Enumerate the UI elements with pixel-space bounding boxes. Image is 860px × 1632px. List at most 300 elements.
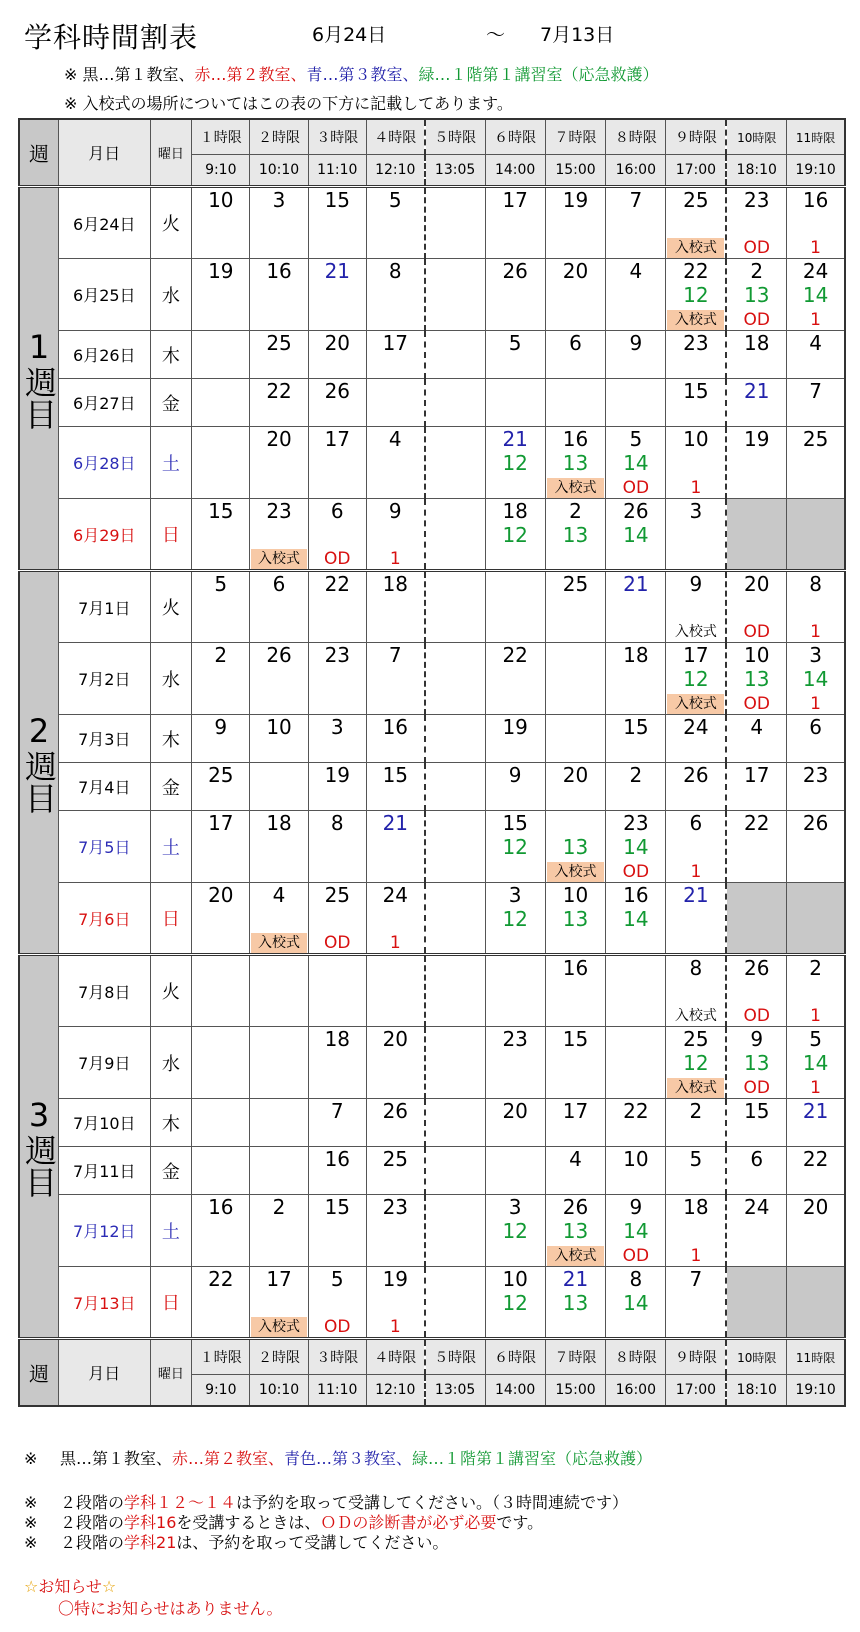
timetable-cell (485, 1267, 545, 1339)
class-number: 21 (623, 572, 649, 596)
day-date: 6月29日 (59, 499, 151, 571)
bottom-mark: OD (324, 933, 351, 953)
class-number: 9 (214, 715, 228, 739)
timetable-cell (787, 715, 845, 763)
timetable-cell (308, 1147, 366, 1195)
class-number: 25 (683, 188, 709, 212)
timetable-cell (366, 571, 424, 643)
dow-header: 曜日 (150, 119, 192, 187)
class-number: 20 (562, 763, 589, 787)
class-number: 19 (562, 188, 589, 212)
class-number: 16 (802, 188, 829, 212)
class-number: 8 (388, 259, 402, 283)
entrance-ceremony-badge: 入校式 (674, 1008, 717, 1024)
timetable-cell (726, 1195, 786, 1267)
day-of-week: 日 (150, 1267, 192, 1339)
period-time: 13:05 (425, 1375, 485, 1407)
timetable-cell (545, 427, 605, 499)
timetable-cell (250, 571, 308, 643)
period-time: 17:00 (666, 1375, 726, 1407)
day-date: 6月27日 (59, 379, 151, 427)
class-number: 6 (809, 715, 822, 739)
timetable-cell (366, 427, 424, 499)
timetable-cell (545, 643, 605, 715)
timetable-cell (308, 883, 366, 955)
period-time: 19:10 (787, 155, 845, 187)
timetable-cell (787, 955, 845, 1027)
period-time: 10:10 (250, 1375, 308, 1407)
timetable-cell (726, 883, 786, 955)
class-number: 10 (266, 715, 292, 739)
timetable-cell (485, 763, 545, 811)
class-number: 18 (744, 331, 770, 355)
class-number: 26 (744, 956, 770, 980)
class-number: 12 (502, 523, 528, 547)
footer (0, 1446, 860, 1632)
period-time: 18:10 (726, 155, 786, 187)
class-number: 25 (562, 572, 589, 596)
day-of-week: 水 (150, 259, 192, 331)
bottom-mark: 1 (810, 310, 821, 330)
class-number: 25 (382, 1147, 409, 1171)
day-date: 7月12日 (59, 1195, 151, 1267)
timetable-cell (666, 955, 726, 1027)
class-number: 20 (266, 427, 292, 451)
timetable-cell (308, 643, 366, 715)
class-number: 5 (214, 572, 228, 596)
timetable-cell (366, 187, 424, 259)
timetable-cell (192, 571, 250, 643)
class-number: 17 (744, 763, 770, 787)
day-row (19, 643, 845, 715)
timetable (18, 118, 846, 1407)
class-number: 26 (382, 1099, 409, 1123)
note-highlight: ＯＤの診断書が必ず必要 (320, 1513, 497, 1532)
timetable-cell (485, 571, 545, 643)
class-number: 14 (802, 667, 829, 691)
legend-black: ※ 黒…第１教室、 (64, 65, 195, 84)
day-row (19, 331, 845, 379)
period-time: 12:10 (366, 1375, 424, 1407)
day-of-week: 木 (150, 1099, 192, 1147)
period-time: 12:10 (366, 155, 424, 187)
class-number: 3 (272, 188, 286, 212)
note-text: ２段階の (60, 1513, 125, 1532)
timetable-cell (366, 883, 424, 955)
day-of-week: 金 (150, 379, 192, 427)
day-date: 7月6日 (59, 883, 151, 955)
week-header: 週 (19, 119, 59, 187)
timetable-cell (606, 1195, 666, 1267)
day-row (19, 187, 845, 259)
class-number: 16 (382, 715, 409, 739)
timetable-cell (425, 187, 485, 259)
timetable-cell (366, 1195, 424, 1267)
timetable-cell (606, 571, 666, 643)
timetable-cell (545, 379, 605, 427)
entrance-ceremony-badge: 入校式 (667, 1078, 724, 1098)
timetable-cell (485, 1147, 545, 1195)
notice-title: お知らせ (38, 1577, 102, 1596)
range-end: 7月13日 (540, 24, 615, 46)
timetable-cell (787, 643, 845, 715)
timetable-cell (485, 955, 545, 1027)
bottom-mark: 1 (690, 862, 702, 882)
class-number: 21 (683, 883, 709, 907)
bottom-mark: 1 (389, 933, 401, 953)
entrance-ceremony-badge: 入校式 (674, 624, 717, 640)
class-number: 17 (382, 331, 409, 355)
timetable-cell (606, 331, 666, 379)
day-row (19, 811, 845, 883)
class-number: 13 (744, 1051, 770, 1075)
range-start: 6月24日 (312, 24, 387, 46)
timetable-cell (787, 499, 845, 571)
period-label: 11時限 (787, 1339, 845, 1375)
class-number: 26 (502, 259, 528, 283)
timetable-cell (787, 259, 845, 331)
class-number: 4 (388, 427, 402, 451)
class-number: 10 (208, 188, 234, 212)
day-date: 7月13日 (59, 1267, 151, 1339)
day-row (19, 883, 845, 955)
class-number: 25 (208, 763, 234, 787)
timetable-cell (787, 1027, 845, 1099)
timetable-cell (485, 499, 545, 571)
day-of-week: 金 (150, 1147, 192, 1195)
timetable-cell (545, 1267, 605, 1339)
period-time: 18:10 (726, 1375, 786, 1407)
footer-legend-blue: 青色…第３教室、 (284, 1449, 413, 1468)
notice-text: 〇特にお知らせはありません。 (58, 1599, 283, 1618)
period-label: ９時限 (666, 1339, 726, 1375)
class-number: 18 (502, 499, 528, 523)
class-number: 24 (802, 259, 829, 283)
day-date: 6月25日 (59, 259, 151, 331)
timetable-cell (606, 1147, 666, 1195)
class-number: 15 (623, 715, 649, 739)
day-date: 6月26日 (59, 331, 151, 379)
star-icon: ☆ (101, 1577, 117, 1596)
class-number: 17 (266, 1267, 292, 1291)
timetable-cell (192, 1147, 250, 1195)
day-of-week: 水 (150, 1027, 192, 1099)
timetable-cell (366, 1099, 424, 1147)
timetable-cell (425, 1027, 485, 1099)
day-row (19, 1099, 845, 1147)
day-of-week: 金 (150, 763, 192, 811)
bottom-mark: OD (622, 1246, 650, 1266)
day-of-week: 火 (150, 955, 192, 1027)
bottom-mark: OD (743, 1078, 770, 1098)
day-date: 7月9日 (59, 1027, 151, 1099)
timetable-cell (308, 571, 366, 643)
timetable-cell (250, 811, 308, 883)
class-number: 15 (324, 188, 351, 212)
class-number: 23 (266, 499, 292, 523)
class-number: 20 (324, 331, 351, 355)
timetable-cell (787, 1099, 845, 1147)
page-title: 学科時間割表 (24, 21, 199, 54)
day-row (19, 571, 845, 643)
timetable-cell (192, 763, 250, 811)
class-number: 13 (562, 907, 589, 931)
note-text: は、予約を取って受講してください。 (176, 1533, 449, 1552)
timetable-cell (787, 379, 845, 427)
period-label: １時限 (192, 1339, 250, 1375)
timetable-cell (308, 427, 366, 499)
day-date: 7月8日 (59, 955, 151, 1027)
class-number: 5 (388, 188, 402, 212)
day-of-week: 木 (150, 331, 192, 379)
period-time: 10:10 (250, 155, 308, 187)
timetable-cell (545, 571, 605, 643)
class-number (546, 811, 605, 835)
class-number: 19 (502, 715, 528, 739)
bottom-mark: 1 (690, 478, 702, 498)
class-number: 17 (502, 188, 528, 212)
class-number: 10 (623, 1147, 649, 1171)
date-header: 月日 (59, 1339, 151, 1407)
class-number: 6 (330, 499, 344, 523)
timetable-cell (666, 331, 726, 379)
class-number: 14 (623, 835, 649, 859)
bottom-mark: 1 (690, 1246, 702, 1266)
period-label: ６時限 (485, 1339, 545, 1375)
class-number: 21 (802, 1099, 829, 1123)
timetable-cell (192, 379, 250, 427)
class-number: 2 (689, 1099, 703, 1123)
entrance-ceremony-badge: 入校式 (667, 694, 724, 714)
class-number: 9 (629, 1195, 643, 1219)
class-number: 10 (683, 427, 709, 451)
class-number: 12 (502, 1291, 528, 1315)
class-number: 26 (324, 379, 351, 403)
class-number: 3 (508, 1195, 522, 1219)
timetable-cell (485, 1099, 545, 1147)
bottom-mark: OD (622, 478, 650, 498)
class-number: 7 (689, 1267, 703, 1291)
class-number: 26 (802, 811, 829, 835)
timetable-cell (308, 1099, 366, 1147)
day-date: 7月3日 (59, 715, 151, 763)
class-number: 3 (809, 643, 822, 667)
timetable-cell (366, 1027, 424, 1099)
class-number: 16 (324, 1147, 351, 1171)
timetable-cell (308, 763, 366, 811)
class-number: 12 (502, 907, 528, 931)
class-number: 19 (324, 763, 351, 787)
class-number: 20 (208, 883, 234, 907)
timetable-cell (425, 379, 485, 427)
entrance-ceremony-badge: 入校式 (547, 1246, 604, 1266)
timetable-cell (606, 259, 666, 331)
timetable-cell (726, 379, 786, 427)
class-number: 6 (569, 331, 582, 355)
day-of-week: 土 (150, 1195, 192, 1267)
period-label: ３時限 (308, 119, 366, 155)
day-date: 7月1日 (59, 571, 151, 643)
entrance-ceremony-badge: 入校式 (667, 238, 724, 258)
class-number: 3 (689, 499, 703, 523)
timetable-cell (726, 1267, 786, 1339)
timetable-cell (308, 955, 366, 1027)
period-label: ５時限 (425, 1339, 485, 1375)
class-number: 15 (324, 1195, 351, 1219)
period-time: 15:00 (545, 1375, 605, 1407)
class-number: 4 (272, 883, 286, 907)
class-number: 17 (683, 643, 709, 667)
timetable-cell (787, 1147, 845, 1195)
class-number: 2 (809, 956, 822, 980)
bottom-mark: 1 (389, 549, 401, 569)
day-row (19, 427, 845, 499)
timetable-cell (425, 643, 485, 715)
class-number: 22 (208, 1267, 234, 1291)
bottom-mark: OD (743, 694, 770, 714)
timetable-cell (425, 259, 485, 331)
timetable-cell (545, 955, 605, 1027)
bottom-header-row (19, 1339, 845, 1375)
timetable-cell (250, 1147, 308, 1195)
class-number: 13 (562, 835, 589, 859)
timetable-cell (250, 643, 308, 715)
period-label: 10時限 (726, 119, 786, 155)
class-number: 12 (683, 1051, 709, 1075)
timetable-cell (606, 763, 666, 811)
class-number: 8 (629, 1267, 643, 1291)
class-number: 8 (330, 811, 344, 835)
class-number: 21 (744, 379, 770, 403)
period-time: 11:10 (308, 155, 366, 187)
timetable-cell (666, 1267, 726, 1339)
class-number: 24 (683, 715, 709, 739)
period-label: ９時限 (666, 119, 726, 155)
class-number: 16 (562, 427, 589, 451)
timetable-cell (726, 259, 786, 331)
star-icon: ☆ (24, 1577, 39, 1596)
class-number: 2 (569, 499, 582, 523)
timetable-cell (308, 187, 366, 259)
timetable-cell (250, 1099, 308, 1147)
day-of-week: 水 (150, 643, 192, 715)
period-time: 19:10 (787, 1375, 845, 1407)
timetable-cell (666, 379, 726, 427)
class-number: 7 (330, 1099, 344, 1123)
timetable-cell (308, 259, 366, 331)
timetable-cell (425, 955, 485, 1027)
timetable-cell (425, 883, 485, 955)
footer-legend-mark: ※ (24, 1449, 38, 1468)
class-number: 9 (629, 331, 643, 355)
class-number: 16 (623, 883, 649, 907)
timetable-cell (192, 1195, 250, 1267)
bottom-mark: OD (743, 1006, 770, 1026)
class-number: 14 (802, 283, 829, 307)
class-number: 26 (266, 643, 292, 667)
class-number: 8 (809, 572, 822, 596)
timetable-cell (366, 955, 424, 1027)
bottom-mark: 1 (810, 694, 821, 714)
legend-green: 緑…１階第１講習室（応急救護） (418, 65, 659, 84)
period-time: 15:00 (545, 155, 605, 187)
class-number: 18 (382, 572, 409, 596)
class-number: 17 (208, 811, 234, 835)
timetable-cell (545, 1195, 605, 1267)
day-of-week: 土 (150, 811, 192, 883)
timetable-cell (250, 763, 308, 811)
class-number: 4 (629, 259, 643, 283)
class-number: 25 (266, 331, 292, 355)
timetable-cell (425, 1147, 485, 1195)
class-number: 12 (683, 667, 709, 691)
timetable-cell (726, 499, 786, 571)
class-number: 26 (683, 763, 709, 787)
timetable-cell (485, 883, 545, 955)
timetable-cell (308, 1267, 366, 1339)
timetable-cell (308, 499, 366, 571)
timetable-cell (545, 811, 605, 883)
class-number: 19 (382, 1267, 409, 1291)
timetable-cell (308, 1195, 366, 1267)
entrance-ceremony-badge: 入校式 (547, 862, 604, 882)
class-number: 2 (214, 643, 228, 667)
class-number: 22 (324, 572, 351, 596)
note-text: は予約を取って受講してください。（３時間連続です） (236, 1493, 629, 1512)
timetable-cell (250, 1195, 308, 1267)
timetable-cell (485, 1027, 545, 1099)
timetable-cell (250, 883, 308, 955)
timetable-cell (606, 1099, 666, 1147)
bottom-mark: OD (743, 622, 770, 642)
timetable-cell (726, 643, 786, 715)
timetable-cell (250, 955, 308, 1027)
timetable-cell (192, 1099, 250, 1147)
class-number: 6 (689, 811, 703, 835)
top-header-row (19, 119, 845, 155)
date-header: 月日 (59, 119, 151, 187)
day-row (19, 379, 845, 427)
timetable-cell (606, 715, 666, 763)
class-number: 15 (502, 811, 528, 835)
class-number: 15 (683, 379, 709, 403)
class-number: 26 (562, 1195, 589, 1219)
class-number: 26 (623, 499, 649, 523)
timetable-cell (425, 1195, 485, 1267)
class-number: 2 (272, 1195, 286, 1219)
class-number: 18 (324, 1027, 351, 1051)
class-number: 25 (683, 1027, 709, 1051)
timetable-cell (787, 763, 845, 811)
class-number: 13 (562, 451, 589, 475)
timetable-cell (485, 811, 545, 883)
class-number: 4 (809, 331, 822, 355)
notice-heading (24, 1574, 116, 1597)
day-row (19, 1267, 845, 1339)
timetable-cell (366, 763, 424, 811)
class-number: 9 (689, 572, 703, 596)
period-label: １時限 (192, 119, 250, 155)
timetable-cell (366, 259, 424, 331)
timetable-cell (666, 763, 726, 811)
class-number: 23 (382, 1195, 409, 1219)
day-date: 7月4日 (59, 763, 151, 811)
class-number: 20 (802, 1195, 829, 1219)
timetable-cell (192, 331, 250, 379)
period-label: ６時限 (485, 119, 545, 155)
day-row (19, 499, 845, 571)
timetable-cell (606, 883, 666, 955)
